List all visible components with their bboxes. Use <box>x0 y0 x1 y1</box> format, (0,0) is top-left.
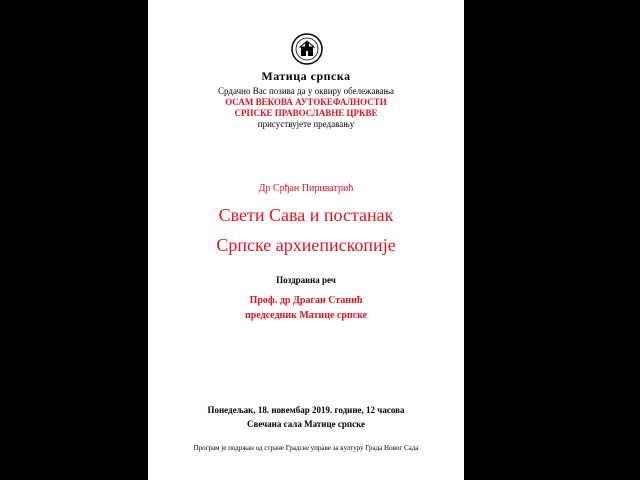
organization-name: Матица српска <box>261 69 351 83</box>
event-datetime: Понедељак, 18. новембар 2019. године, 12 часова <box>207 405 405 415</box>
sponsor-note: Програм је подржан од стране Градске управе за културу Града Новог Сада <box>193 444 419 452</box>
invitation-intro: Срдачно Вас позива да у оквиру обележавања <box>218 86 394 96</box>
invitation-page <box>148 0 464 480</box>
lecture-title-line2: Српске архиепископије <box>216 235 396 255</box>
matica-srpska-crest-icon <box>290 32 324 66</box>
lecture-speaker: Др Срђан Пириватрић <box>258 183 354 194</box>
greeting-speaker: Проф. др Драган Станић <box>249 295 363 306</box>
greeting-speaker-role: председник Матице српске <box>244 310 368 321</box>
greeting-label: Поздравна реч <box>276 275 336 285</box>
invitation-attend: присуствујете предавању <box>257 119 355 129</box>
lecture-title-line1: Свети Сава и постанак <box>218 205 394 225</box>
event-title-line1: ОСАМ ВЕКОВА АУТОКЕФАЛНОСТИ <box>225 97 387 107</box>
event-venue: Свечана сала Матице српске <box>246 419 366 429</box>
event-title-line2: СРПСКЕ ПРАВОСЛАВНЕ ЦРКВЕ <box>234 108 378 118</box>
